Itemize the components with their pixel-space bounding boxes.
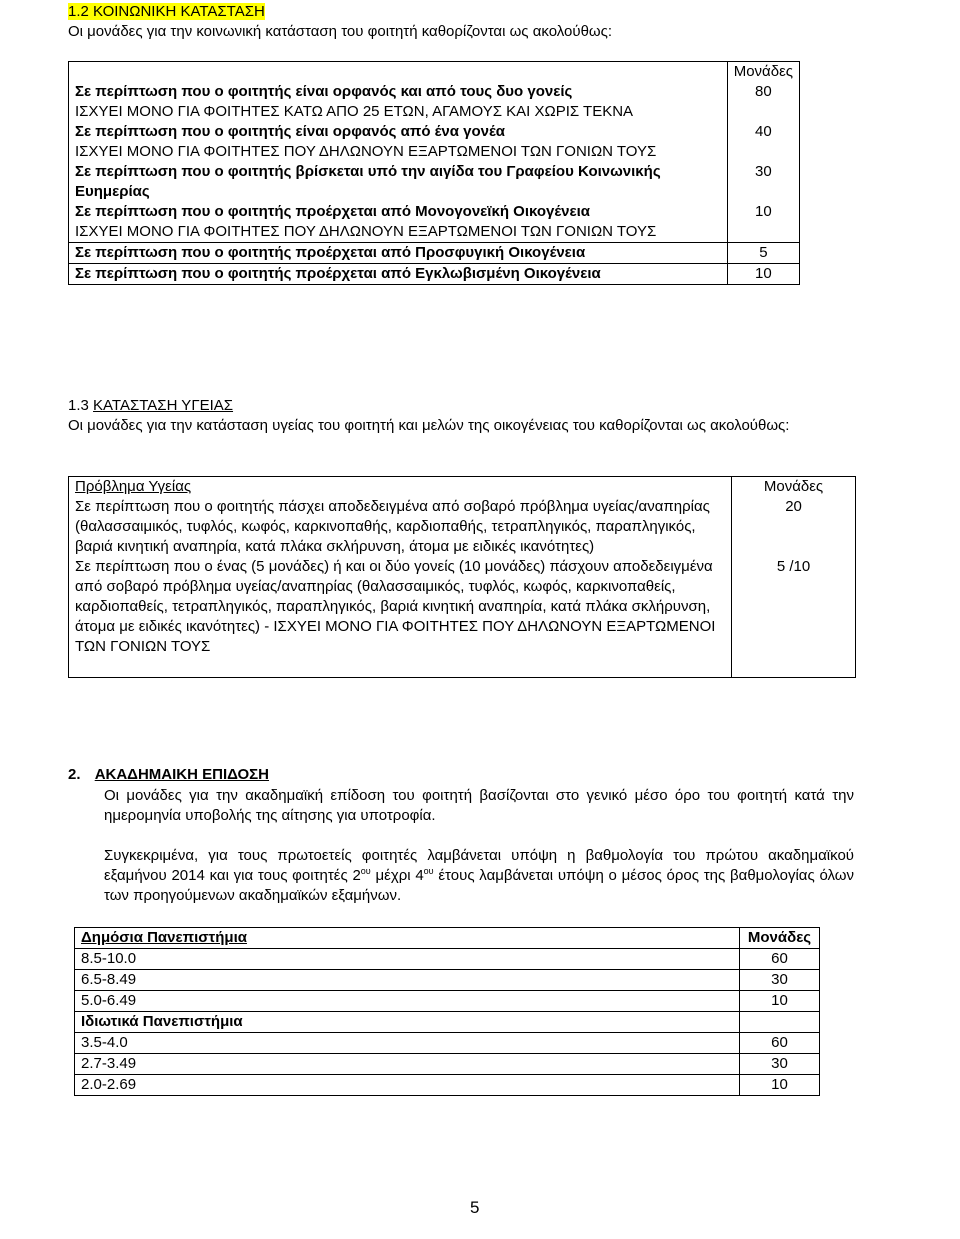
table-row bbox=[75, 949, 820, 970]
row-points: 30 bbox=[740, 970, 820, 991]
table-row bbox=[69, 557, 856, 678]
grade-range: 2.7-3.49 bbox=[75, 1054, 740, 1075]
table-row bbox=[69, 243, 800, 264]
section-1-3-number: 1.3 bbox=[68, 397, 89, 414]
page-number: 5 bbox=[470, 1198, 480, 1217]
table-row bbox=[75, 1054, 820, 1075]
row-points: 30 bbox=[727, 162, 799, 202]
row-points: 10 bbox=[740, 991, 820, 1012]
table-row bbox=[75, 1075, 820, 1096]
section-1-3-intro: Οι μονάδες για την κατάσταση υγείας του φοιτητή και μελών της οικογένειας του καθορίζονται ως ακολούθως: bbox=[68, 417, 790, 434]
grade-range: 6.5-8.49 bbox=[75, 970, 740, 991]
table-row bbox=[75, 928, 820, 949]
table-row bbox=[75, 970, 820, 991]
table-row bbox=[69, 162, 800, 202]
private-universities-header: Ιδιωτικά Πανεπιστήμια bbox=[75, 1012, 740, 1033]
section-1-2-title-text: 1.2 ΚΟΙΝΩΝΙΚΗ ΚΑΤΑΣΤΑΣΗ bbox=[68, 3, 265, 20]
row-points: 5 bbox=[727, 243, 799, 264]
row-points: 60 bbox=[740, 949, 820, 970]
section-2-title-text: ΑΚΑΔΗΜΑΙΚΗ ΕΠΙΔΟΣΗ bbox=[94, 766, 270, 783]
section-1-3-title-text: ΚΑΤΑΣΤΑΣΗ ΥΓΕΙΑΣ bbox=[93, 397, 234, 414]
row-condition: Σε περίπτωση που ο φοιτητής βρίσκεται υπό την αιγίδα του Γραφείου Κοινωνικής Ευημερίας bbox=[75, 163, 661, 200]
table-row bbox=[69, 497, 856, 557]
table-row bbox=[75, 1033, 820, 1054]
points-header: Μονάδες bbox=[727, 62, 799, 83]
row-condition: Σε περίπτωση που ο φοιτητής είναι ορφανός από ένα γονέα bbox=[75, 123, 505, 140]
problem-header: Πρόβλημα Υγείας bbox=[75, 478, 192, 495]
row-condition: Σε περίπτωση που ο ένας (5 μονάδες) ή και οι δύο γονείς (10 μονάδες) πάσχουν αποδεδειγμένα από σοβαρό πρόβλημα υγείας/αναπηρίας (θαλασσαιμικός, τυφλός, κωφός, καρκινοπαθείς, καρδιοπαθείς, τετραπληγικός, παραπληγικός, βαριά κινητική αναπηρία, κατά πλάκα σκλήρυνση, άτομα με ειδικές ικανότητες) - ΙΣΧΥΕΙ ΜΟΝΟ ΓΙΑ ΦΟΙΤΗΤΕΣ ΠΟΥ ΔΗΛΩΝΟΥΝ ΕΞΑΡΤΩΜΕΝΟΙ ΤΩΝ ΓΟΝΙΩΝ ΤΟΥΣ bbox=[75, 558, 716, 655]
row-condition: Σε περίπτωση που ο φοιτητής προέρχεται από Εγκλωβισμένη Οικογένεια bbox=[75, 265, 601, 282]
row-points: 10 bbox=[740, 1075, 820, 1096]
grade-range: 8.5-10.0 bbox=[75, 949, 740, 970]
row-condition: Σε περίπτωση που ο φοιτητής προέρχεται από Προσφυγική Οικογένεια bbox=[75, 244, 586, 261]
row-condition: Σε περίπτωση που ο φοιτητής πάσχει αποδεδειγμένα από σοβαρό πρόβλημα υγείας/αναπηρίας (θαλασσαιμικός, τυφλός, κωφός, καρκινοπαθής, καρδιοπαθής, τετραπληγικός, παραπληγικός, βαριά κινητική αναπηρία, κατά πλάκα σκλήρυνση, άτομα με ειδικές ικανότητες) bbox=[75, 498, 710, 555]
table-row bbox=[75, 1012, 820, 1033]
table-row bbox=[69, 477, 856, 498]
section-2-number: 2. bbox=[68, 766, 81, 783]
grade-range: 5.0-6.49 bbox=[75, 991, 740, 1012]
section-1-2-intro: Οι μονάδες για την κοινωνική κατάσταση του φοιτητή καθορίζονται ως ακολούθως: bbox=[68, 23, 613, 40]
academic-table bbox=[74, 927, 820, 1096]
grade-range: 2.0-2.69 bbox=[75, 1075, 740, 1096]
health-status-table bbox=[68, 476, 856, 678]
points-header: Μονάδες bbox=[732, 477, 856, 498]
section-2-para2: Συγκεκριμένα, για τους πρωτοετείς φοιτητές λαμβάνεται υπόψη η βαθμολογία του πρώτου ακαδημαϊκού εξαμήνου 2014 και για τους φοιτητές $2^{o\upsilon}$ μέχρι $4^{o\upsilon}$ έτους λαμβάνεται υπόψη ο μέσος όρος της βαθμολογίας όλων των προηγούμενων ακαδημαϊκών εξαμήνων. bbox=[104, 847, 855, 904]
row-points: 10 bbox=[727, 264, 799, 285]
social-status-table bbox=[68, 61, 800, 285]
row-points: 5 /10 bbox=[732, 557, 856, 678]
table-row bbox=[69, 82, 800, 122]
public-universities-header: Δημόσια Πανεπιστήμια bbox=[81, 929, 247, 946]
table-row bbox=[75, 991, 820, 1012]
section-2-para1: Οι μονάδες για την ακαδημαϊκή επίδοση του φοιτητή βασίζονται στο γενικό μέσο όρο του φοιτητή κατά την ημερομηνία υποβολής της αίτησης για υποτροφία. bbox=[104, 787, 854, 824]
row-note: ΙΣΧΥΕΙ ΜΟΝΟ ΓΙΑ ΦΟΙΤΗΤΕΣ ΚΑΤΩ ΑΠΟ 25 ΕΤΩΝ, ΑΓΑΜΟΥΣ ΚΑΙ ΧΩΡΙΣ ΤΕΚΝΑ bbox=[75, 103, 634, 120]
section-1-2-title bbox=[68, 2, 265, 22]
row-points: 60 bbox=[740, 1033, 820, 1054]
row-note: ΙΣΧΥΕΙ ΜΟΝΟ ΓΙΑ ΦΟΙΤΗΤΕΣ ΠΟΥ ΔΗΛΩΝΟΥΝ ΕΞΑΡΤΩΜΕΝΟΙ ΤΩΝ ΓΟΝΙΩΝ ΤΟΥΣ bbox=[75, 223, 657, 240]
grade-range: 3.5-4.0 bbox=[75, 1033, 740, 1054]
row-condition: Σε περίπτωση που ο φοιτητής είναι ορφανός και από τους δυο γονείς bbox=[75, 83, 573, 100]
row-points: 10 bbox=[727, 202, 799, 243]
row-points: 80 bbox=[727, 82, 799, 122]
section-1-3-title bbox=[68, 396, 233, 416]
row-points: 40 bbox=[727, 122, 799, 162]
table-row bbox=[69, 122, 800, 162]
table-row bbox=[69, 202, 800, 243]
section-2-title bbox=[68, 765, 269, 785]
table-row bbox=[69, 264, 800, 285]
row-condition: Σε περίπτωση που ο φοιτητής προέρχεται από Μονογονεϊκή Οικογένεια bbox=[75, 203, 590, 220]
row-note: ΙΣΧΥΕΙ ΜΟΝΟ ΓΙΑ ΦΟΙΤΗΤΕΣ ΠΟΥ ΔΗΛΩΝΟΥΝ ΕΞΑΡΤΩΜΕΝΟΙ ΤΩΝ ΓΟΝΙΩΝ ΤΟΥΣ bbox=[75, 143, 657, 160]
row-points: 20 bbox=[732, 497, 856, 557]
points-header: Μονάδες bbox=[740, 928, 820, 949]
row-points: 30 bbox=[740, 1054, 820, 1075]
table-row bbox=[69, 62, 800, 83]
